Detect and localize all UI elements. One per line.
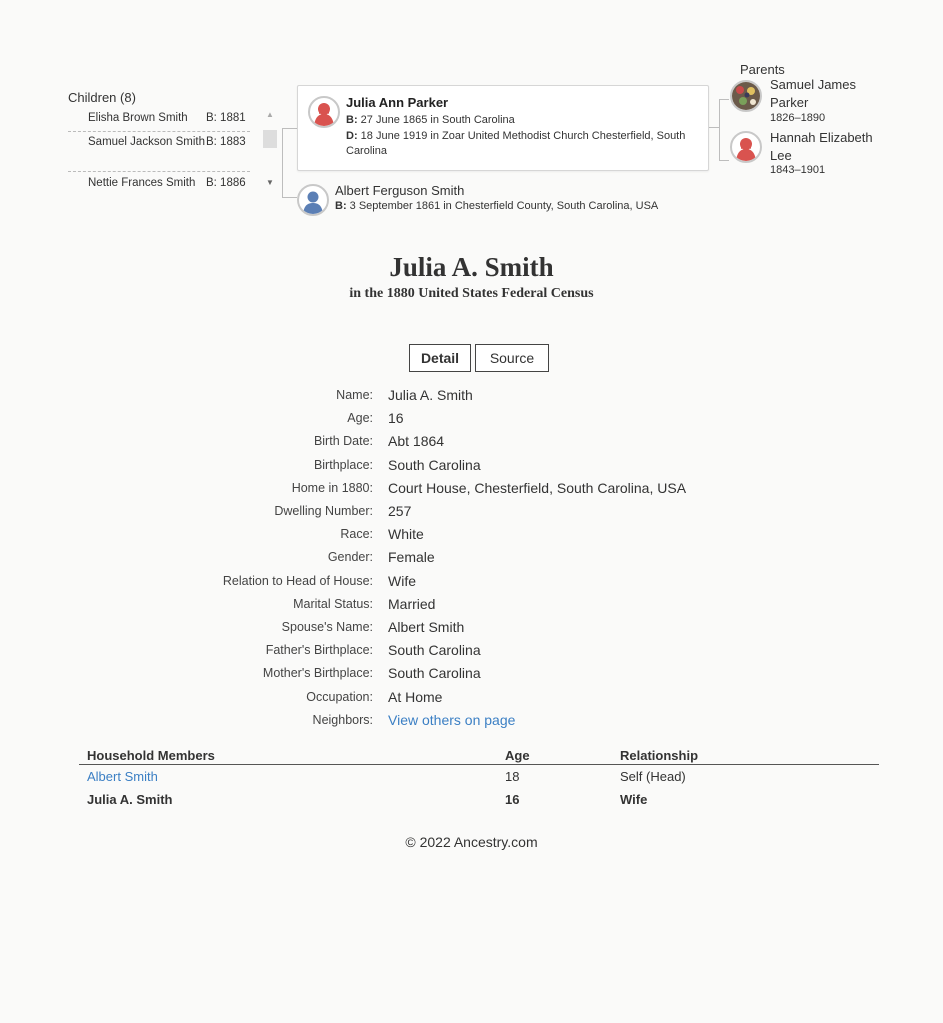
birth-value: 3 September 1861 in Chesterfield County, South Carolina, USA (349, 200, 659, 212)
household-age: 16 (505, 792, 520, 807)
scroll-down-icon[interactable]: ▼ (266, 178, 274, 187)
detail-value: Julia A. Smith (388, 387, 473, 403)
child-birth-year: B: 1881 (206, 112, 246, 124)
detail-row (0, 713, 943, 733)
person-card[interactable] (297, 85, 709, 171)
household-relationship: Self (Head) (620, 769, 686, 784)
detail-label: Mother's Birthplace: (262, 666, 373, 680)
person-name[interactable]: Julia Ann Parker (346, 95, 449, 110)
record-subtitle: in the 1880 United States Federal Census (349, 286, 594, 301)
child-name[interactable]: Elisha Brown Smith (88, 112, 188, 124)
detail-row (0, 458, 943, 478)
household-age: 18 (505, 769, 520, 784)
birth-label: B: (335, 200, 347, 212)
spouse-birth (335, 200, 658, 212)
divider (68, 131, 250, 132)
father-years: 1826–1890 (770, 112, 826, 124)
child-birth-year: B: 1883 (206, 136, 246, 148)
household-member: Julia A. Smith (87, 792, 173, 807)
birth-label: B: (346, 114, 358, 126)
father-photo-avatar[interactable] (730, 80, 762, 112)
detail-row (0, 481, 943, 501)
detail-label: Gender: (327, 550, 373, 564)
female-avatar-icon (308, 96, 340, 128)
detail-row (0, 597, 943, 617)
record-title: Julia A. Smith (389, 252, 554, 282)
tree-connector (719, 160, 729, 161)
birth-value: 27 June 1865 in South Carolina (360, 114, 515, 126)
detail-row (0, 620, 943, 640)
father-name[interactable]: Samuel James Parker (770, 77, 856, 110)
tree-connector (719, 99, 720, 161)
male-avatar-icon[interactable] (297, 184, 329, 216)
detail-label: Father's Birthplace: (265, 643, 373, 657)
detail-row (0, 690, 943, 710)
scroll-up-icon[interactable]: ▲ (266, 110, 274, 119)
detail-value: Abt 1864 (388, 433, 445, 449)
detail-row (0, 527, 943, 547)
detail-row (0, 643, 943, 663)
detail-label: Race: (340, 527, 373, 541)
tab-detail[interactable]: Detail (409, 344, 471, 372)
detail-label: Spouse's Name: (281, 620, 373, 634)
detail-value: White (388, 526, 424, 542)
detail-label: Neighbors: (312, 713, 373, 727)
detail-value: Female (388, 549, 435, 565)
tree-connector (282, 197, 297, 198)
mother-name[interactable]: Hannah Elizabeth Lee (770, 130, 873, 163)
children-scrollbar[interactable] (262, 110, 278, 194)
tab-source[interactable]: Source (475, 344, 549, 372)
child-name[interactable]: Nettie Frances Smith (88, 177, 196, 189)
detail-value: Court House, Chesterfield, South Carolina, USA (388, 480, 687, 496)
neighbors-link[interactable]: View others on page (388, 712, 516, 728)
detail-label: Marital Status: (293, 597, 373, 611)
detail-label: Home in 1880: (291, 481, 373, 495)
copyright-footer: © 2022 Ancestry.com (405, 834, 538, 850)
child-name[interactable]: Samuel Jackson Smith (88, 136, 205, 148)
detail-row (0, 666, 943, 686)
detail-value: 257 (388, 503, 412, 519)
tree-connector (719, 99, 729, 100)
person-birth (346, 114, 515, 126)
detail-row (0, 434, 943, 454)
detail-value: South Carolina (388, 457, 481, 473)
table-divider (79, 764, 879, 765)
column-header-member: Household Members (87, 748, 215, 763)
detail-value: South Carolina (388, 665, 481, 681)
detail-label: Dwelling Number: (274, 504, 373, 518)
death-value: 18 June 1919 in Zoar United Methodist Church Chesterfield, South Carolina (346, 130, 686, 157)
household-member-link[interactable]: Albert Smith (87, 769, 158, 784)
detail-row (0, 574, 943, 594)
detail-value: Albert Smith (388, 619, 465, 635)
child-birth-year: B: 1886 (206, 177, 246, 189)
detail-label: Birthplace: (313, 458, 373, 472)
detail-row (0, 411, 943, 431)
household-relationship: Wife (620, 792, 648, 807)
detail-label: Name: (336, 388, 373, 402)
female-avatar-icon[interactable] (730, 131, 762, 163)
parents-header: Parents (740, 62, 785, 77)
column-header-relationship: Relationship (620, 748, 699, 763)
detail-row (0, 504, 943, 524)
detail-value: 16 (388, 410, 404, 426)
spouse-name[interactable]: Albert Ferguson Smith (335, 183, 465, 198)
scroll-thumb[interactable] (263, 130, 277, 148)
death-label: D: (346, 130, 358, 142)
tree-connector (282, 128, 283, 198)
tree-connector (282, 128, 297, 129)
mother-years: 1843–1901 (770, 164, 826, 176)
detail-label: Occupation: (306, 690, 373, 704)
column-header-age: Age (505, 748, 530, 763)
detail-value: Wife (388, 573, 416, 589)
detail-row (0, 550, 943, 570)
detail-value: Married (388, 596, 436, 612)
detail-value: At Home (388, 689, 443, 705)
detail-row (0, 388, 943, 408)
detail-label: Birth Date: (313, 434, 373, 448)
detail-label: Relation to Head of House: (222, 574, 373, 588)
children-header: Children (8) (68, 90, 136, 105)
divider (68, 171, 250, 172)
detail-label: Age: (347, 411, 373, 425)
detail-value: South Carolina (388, 642, 481, 658)
person-death (346, 129, 696, 159)
